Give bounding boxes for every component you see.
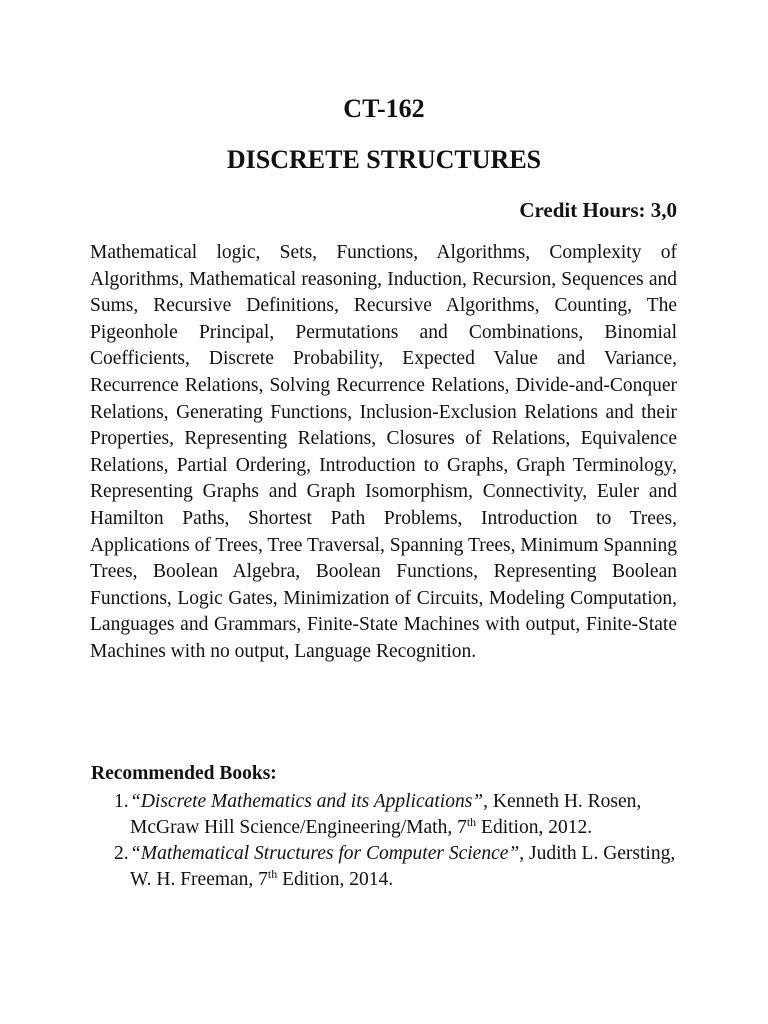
recommended-books-list <box>114 789 694 893</box>
book-edition-suffix: th <box>267 867 278 881</box>
book-details-end: Edition, 2014. <box>277 869 394 890</box>
book-item <box>114 841 694 893</box>
book-edition-suffix: th <box>466 815 477 829</box>
book-details: , Kenneth H. Rosen, McGraw Hill Science/Engineering/Math, 7 <box>130 791 642 838</box>
book-item <box>114 789 694 841</box>
course-description: Mathematical logic, Sets, Functions, Algorithms, Complexity of Algorithms, Mathematical reasoning, Induction, Recursion, Sequences and Sums, Recursive Definitions, Recursive Algorithms, Counting, The Pigeonhole Principal, Permutations and Combinations, Binomial Coefficients, Discrete Probability, Expected Value and Variance, Recurrence Relations, Solving Recurrence Relations, Divide-and-Conquer Relations, Generating Functions, Inclusion-Exclusion Relations and their Properties, Representing Relations, Closures of Relations, Equivalence Relations, Partial Ordering, Introduction to Graphs, Graph Terminology, Representing Graphs and Graph Isomorphism, Connectivity, Euler and Hamilton Paths, Shortest Path Problems, Introduction to Trees, Applications of Trees, Tree Traversal, Spanning Trees, Minimum Spanning Trees, Boolean Algebra, Boolean Functions, Representing Boolean Functions, Logic Gates, Minimization of Circuits, Modeling Computation, Languages and Grammars, Finite-State Machines with output, Finite-State Machines with no output, Language Recognition. <box>90 242 677 662</box>
book-number: 1. <box>114 791 129 812</box>
book-title: “Discrete Mathematics and its Applications” <box>130 791 484 812</box>
recommended-books-heading: Recommended Books: <box>91 763 277 784</box>
book-details-end: Edition, 2012. <box>476 817 593 838</box>
book-details: , Judith L. Gersting, W. H. Freeman, 7 <box>130 843 676 890</box>
course-title: DISCRETE STRUCTURES <box>226 145 542 174</box>
book-title: “Mathematical Structures for Computer Science” <box>130 843 520 864</box>
credit-hours: Credit Hours: 3,0 <box>519 198 677 222</box>
course-code: CT-162 <box>343 94 425 123</box>
book-number: 2. <box>114 843 129 864</box>
